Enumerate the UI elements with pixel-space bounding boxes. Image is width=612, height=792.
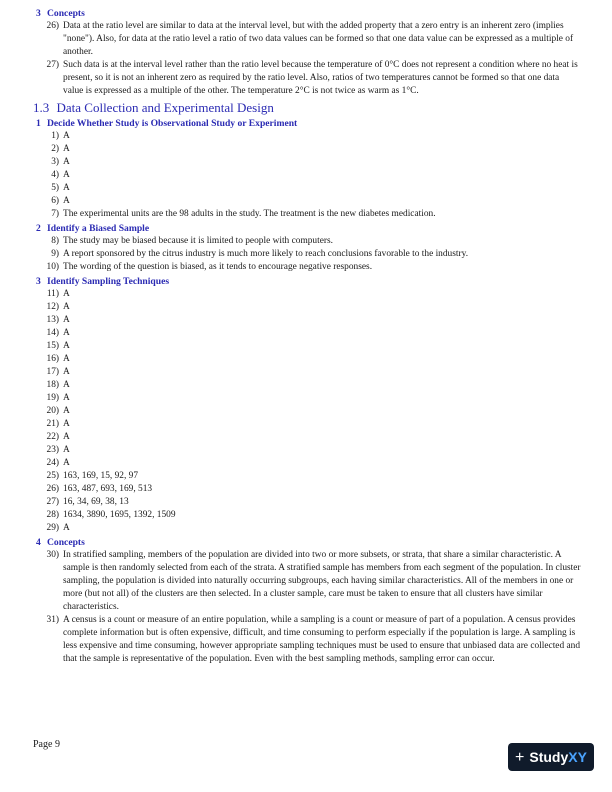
item-text: A [63, 367, 70, 377]
item-number: 20) [46, 406, 59, 416]
list-item [33, 549, 581, 614]
heading-number: 1.3 [33, 100, 50, 115]
section-title: Concepts [47, 8, 85, 19]
list-item [33, 366, 581, 379]
item-number: 18) [46, 380, 59, 390]
section-number: 3 [36, 8, 41, 19]
list-item [33, 130, 581, 143]
item-text: The study may be biased because it is limited to people with computers. [63, 236, 333, 246]
list-item [33, 496, 581, 509]
item-text: A census is a count or measure of an entire population, while a sampling is a count or measure of part of a population. A census provides complete information but is often expensive, difficult, and time consuming to perform especially if the population is large. A sampling is less expensive and time consuming, however appropriate sampling techniques must be used to ensure that unbiased data are collected and that the sample is representative of the population. Even with the best sampling methods, sampling error can occur. [63, 615, 581, 664]
item-text: A [63, 341, 70, 351]
item-text: A [63, 289, 70, 299]
list-item [33, 156, 581, 169]
item-number: 26) [46, 484, 59, 494]
item-text: 16, 34, 69, 38, 13 [63, 497, 129, 507]
item-number: 7) [51, 209, 59, 219]
list-item [33, 288, 581, 301]
list-item [33, 143, 581, 156]
list-item [33, 470, 581, 483]
logo-text-study: Study [529, 748, 569, 765]
item-text: In stratified sampling, members of the population are divided into two or more subsets, or strata, that share a similar characteristic. A sample is then randomly selected from each of the strata. A stratified sample has members from each segment of the population. In cluster sampling, the population is divided into naturally occurring subgroups, each having similar characteristics. All of the members in one or more (but not all) of the clusters are then selected. In a cluster sample, care must be taken to ensure that all clusters have similar characteristics. [63, 550, 581, 612]
item-number: 27) [46, 60, 59, 70]
item-text: A [63, 445, 70, 455]
section-header [33, 117, 581, 130]
item-text: A [63, 131, 70, 141]
item-text: Such data is at the interval level rather than the ratio level because the temperature of 0°C does not represent a condition where no heat is present, so it is not an inherent zero as required by the ratio level. Also, ratios of two temperatures cannot be formed so that one data value is expressed as a multiple of the other. The temperature 2°C is not twice as warm as 1°C. [63, 60, 578, 96]
item-text: 163, 487, 693, 169, 513 [63, 484, 153, 494]
list-item [33, 431, 581, 444]
section-title: Identify Sampling Techniques [47, 276, 170, 287]
section-header [33, 275, 581, 288]
section-header [33, 7, 581, 20]
item-text: A [63, 406, 70, 416]
item-text: A [63, 196, 70, 206]
item-number: 3) [51, 157, 59, 167]
item-text: The wording of the question is biased, as it tends to encourage negative responses. [63, 262, 373, 272]
list-item [33, 59, 581, 98]
item-number: 29) [46, 523, 59, 533]
item-text: A [63, 432, 70, 442]
section-header [33, 536, 581, 549]
item-number: 8) [51, 236, 59, 246]
item-number: 24) [46, 458, 59, 468]
item-number: 2) [51, 144, 59, 154]
item-number: 22) [46, 432, 59, 442]
list-item [33, 392, 581, 405]
plus-icon: + [515, 748, 525, 766]
list-item [33, 248, 581, 261]
item-number: 11) [46, 289, 59, 299]
item-text: A [63, 523, 70, 533]
list-item [33, 169, 581, 182]
item-text: A [63, 354, 70, 364]
item-number: 30) [46, 550, 59, 560]
item-text: A [63, 170, 70, 180]
item-number: 9) [51, 249, 59, 259]
item-text: A [63, 328, 70, 338]
logo-text-xy: XY [568, 748, 587, 765]
heading-title: Data Collection and Experimental Design [56, 100, 274, 115]
section-header [33, 222, 581, 235]
item-number: 13) [46, 315, 59, 325]
section-number: 1 [36, 118, 41, 129]
item-number: 6) [51, 196, 59, 206]
item-text: A [63, 157, 70, 167]
list-item [33, 522, 581, 535]
section-title: Decide Whether Study is Observational Study or Experiment [47, 118, 298, 129]
item-number: 16) [46, 354, 59, 364]
page-content [33, 6, 581, 666]
list-item [33, 340, 581, 353]
item-number: 23) [46, 445, 59, 455]
item-text: A [63, 302, 70, 312]
item-text: A [63, 380, 70, 390]
item-text: A [63, 315, 70, 325]
item-number: 4) [51, 170, 59, 180]
studyxy-logo[interactable] [508, 743, 594, 771]
list-item [33, 261, 581, 274]
list-item [33, 483, 581, 496]
item-text: A [63, 183, 70, 193]
list-item [33, 314, 581, 327]
list-item [33, 614, 581, 666]
section-number: 3 [36, 276, 41, 287]
item-text: A [63, 144, 70, 154]
section-number: 2 [36, 223, 41, 234]
item-number: 25) [46, 471, 59, 481]
list-item [33, 20, 581, 59]
item-text: The experimental units are the 98 adults in the study. The treatment is the new diabetes medication. [63, 209, 436, 219]
page-number: Page 9 [33, 739, 60, 750]
list-item [33, 405, 581, 418]
item-number: 21) [46, 419, 59, 429]
list-item [33, 353, 581, 366]
list-item [33, 444, 581, 457]
item-number: 27) [46, 497, 59, 507]
section-title: Concepts [47, 537, 85, 548]
list-item [33, 418, 581, 431]
item-number: 15) [46, 341, 59, 351]
item-text: A [63, 419, 70, 429]
item-number: 1) [51, 131, 59, 141]
list-item [33, 208, 581, 221]
item-text: Data at the ratio level are similar to data at the interval level, but with the added property that a zero entry is an inherent zero (implies "none"). Also, for data at the ratio level a ratio of two data values can be formed so that one data value can be expressed as a multiple of another. [63, 21, 574, 57]
list-item [33, 327, 581, 340]
item-number: 10) [46, 262, 59, 272]
item-text: 1634, 3890, 1695, 1392, 1509 [63, 510, 176, 520]
section-title: Identify a Biased Sample [47, 223, 150, 234]
item-number: 12) [46, 302, 59, 312]
item-number: 19) [46, 393, 59, 403]
list-item [33, 379, 581, 392]
list-item [33, 509, 581, 522]
item-number: 17) [46, 367, 59, 377]
item-text: 163, 169, 15, 92, 97 [63, 471, 138, 481]
item-number: 26) [46, 21, 59, 31]
list-item [33, 457, 581, 470]
list-item [33, 195, 581, 208]
list-item [33, 235, 581, 248]
item-text: A [63, 393, 70, 403]
list-item [33, 182, 581, 195]
list-item [33, 301, 581, 314]
section-number: 4 [36, 537, 41, 548]
item-number: 31) [46, 615, 59, 625]
item-number: 5) [51, 183, 59, 193]
item-number: 28) [46, 510, 59, 520]
section-heading [33, 100, 581, 116]
item-number: 14) [46, 328, 59, 338]
item-text: A report sponsored by the citrus industry is much more likely to reach conclusions favorable to the industry. [63, 249, 469, 259]
item-text: A [63, 458, 70, 468]
